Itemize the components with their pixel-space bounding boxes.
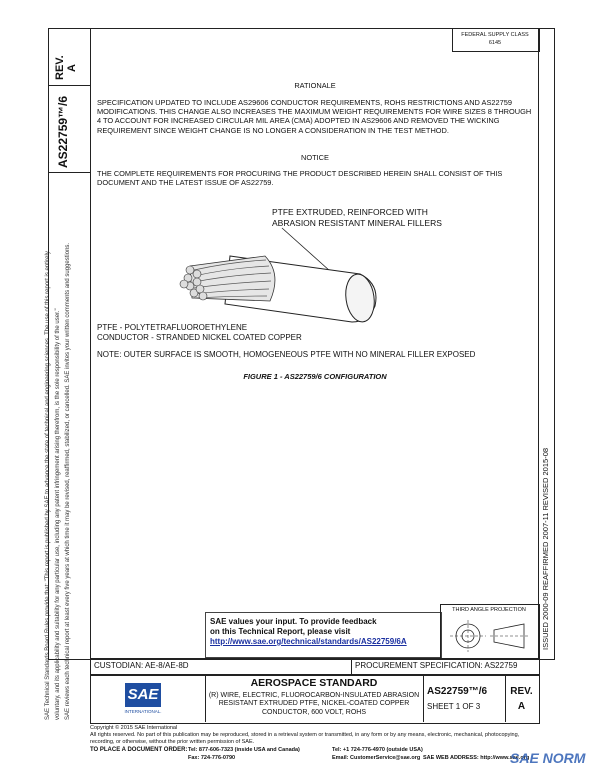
rationale-title: RATIONALE bbox=[294, 81, 336, 90]
issue-dates: ISSUED 2000-09 REAFFIRMED 2007-11 REVISED 2015-08 bbox=[541, 447, 550, 650]
fsc-label: FEDERAL SUPPLY CLASS bbox=[461, 32, 529, 38]
rev-box-divider bbox=[48, 85, 90, 86]
rev-value-bottom: A bbox=[517, 701, 526, 712]
rev-value-side: A bbox=[66, 64, 78, 72]
notice-title: NOTICE bbox=[301, 153, 329, 162]
sheet-number: SHEET 1 OF 3 bbox=[427, 702, 481, 711]
sae-logo: SAE bbox=[125, 683, 161, 707]
figure-callout-line-2: ABRASION RESISTANT MINERAL FILLERS bbox=[272, 218, 442, 228]
custodian: CUSTODIAN: AE-8/AE-8D bbox=[94, 661, 189, 670]
legend-conductor: CONDUCTOR - STRANDED NICKEL COATED COPPER bbox=[97, 333, 302, 342]
feedback-line-1: SAE values your input. To provide feedback bbox=[210, 617, 377, 626]
doc-number-side: AS22759™/6 bbox=[56, 95, 70, 168]
procurement-spec: PROCUREMENT SPECIFICATION: AS22759 bbox=[355, 661, 518, 670]
feedback-line-2: on this Technical Report, please visit bbox=[210, 627, 351, 636]
aerospace-standard: AEROSPACE STANDARD bbox=[250, 677, 378, 689]
figure-callout-line-1: PTFE EXTRUDED, REINFORCED WITH bbox=[272, 207, 428, 217]
legal-text-line-2: voluntary, and its applicability and suitability for any particular use, including any patent infringement arising therefrom, is the sole responsibility of the user." bbox=[55, 308, 61, 720]
title-divider-2 bbox=[423, 674, 424, 722]
right-column-divider bbox=[538, 28, 539, 658]
footer-rights: All rights reserved. No part of this publication may be reproduced, stored in a retrieval system or transmitted, in any form or by any means, electronic, mechanical, photocopying, recording, or otherwise, without the prior written permission of SAE. bbox=[90, 732, 520, 745]
rationale-text: SPECIFICATION UPDATED TO INCLUDE AS29606 CONDUCTOR REQUIREMENTS, ROHS RESTRICTIONS AND AS22759 MODIFICATIONS. THIS CHANGE ALSO INCREASES THE MAXIMUM WEIGHT REQUIREMENTS FOR WIRE SIZES 8 THROUGH 4 TO ACCOUNT FOR INCREASED CIRCULAR MIL AREA (CMA) ADOPTED IN AS29606 AND REMOVED THE WICKING REQUIREMENT SINCE WEIGHT CHANGE IS NO LONGER A CONSIDERATION IN THE TEST METHOD. bbox=[97, 98, 532, 135]
legal-text-line-3: SAE reviews each technical report at least every five years at which time it may be revised, reaffirmed, stabilized, or cancelled. SAE invites your written comments and suggestions. bbox=[65, 242, 71, 720]
doc-number-divider bbox=[48, 172, 90, 173]
footer-order: TO PLACE A DOCUMENT ORDER: bbox=[90, 747, 188, 753]
left-column-divider bbox=[90, 28, 91, 658]
watermark: SAE NORM bbox=[510, 750, 586, 766]
title-divider-3 bbox=[505, 674, 506, 722]
footer-copyright: Copyright © 2015 SAE International bbox=[90, 725, 178, 731]
feedback-link[interactable]: http://www.sae.org/technical/standards/AS22759/6A bbox=[210, 637, 407, 646]
custodian-divider bbox=[351, 658, 352, 674]
figure-note: NOTE: OUTER SURFACE IS SMOOTH, HOMOGENEOUS PTFE WITH NO MINERAL FILLER EXPOSED bbox=[97, 350, 476, 359]
footer-email: Email: CustomerService@sae.org bbox=[332, 755, 421, 761]
footer-tel-1: Tel: 877-606-7323 (inside USA and Canada) bbox=[188, 747, 300, 753]
legend-ptfe: PTFE - POLYTETRAFLUOROETHYLENE bbox=[97, 323, 248, 332]
doc-number: AS22759™/6 bbox=[427, 686, 488, 697]
footer-web: SAE WEB ADDRESS: http://www.sae.org bbox=[423, 755, 530, 761]
third-angle-label: THIRD ANGLE PROJECTION bbox=[452, 607, 526, 613]
notice-text: THE COMPLETE REQUIREMENTS FOR PROCURING THE PRODUCT DESCRIBED HEREIN SHALL CONSIST OF THIS DOCUMENT AND THE LATEST ISSUE OF AS22759. bbox=[97, 169, 503, 188]
title-description: (R) WIRE, ELECTRIC, FLUOROCARBON-INSULATED ABRASION RESISTANT EXTRUDED PTFE, NICKEL-COATED COPPER CONDUCTOR, 600 VOLT, ROHS bbox=[208, 692, 420, 716]
third-angle-symbol bbox=[446, 616, 532, 656]
rev-label-side: REV. bbox=[54, 55, 66, 80]
footer-fax: Fax: 724-776-0790 bbox=[188, 755, 236, 761]
footer-tel-2: Tel: +1 724-776-4970 (outside USA) bbox=[332, 747, 423, 753]
figure-caption: FIGURE 1 - AS22759/6 CONFIGURATION bbox=[243, 372, 387, 381]
sae-logo-sub: INTERNATIONAL. bbox=[124, 709, 162, 714]
fsc-value: 6145 bbox=[488, 40, 502, 46]
wire-drawing bbox=[170, 226, 410, 326]
legal-text-line-1: SAE Technical Standards Board Rules provide that: "This report is published by SAE to advance the state of technical and engineering sciences. The use of this report is entirely bbox=[45, 251, 51, 720]
rev-label-bottom: REV. bbox=[510, 686, 533, 697]
